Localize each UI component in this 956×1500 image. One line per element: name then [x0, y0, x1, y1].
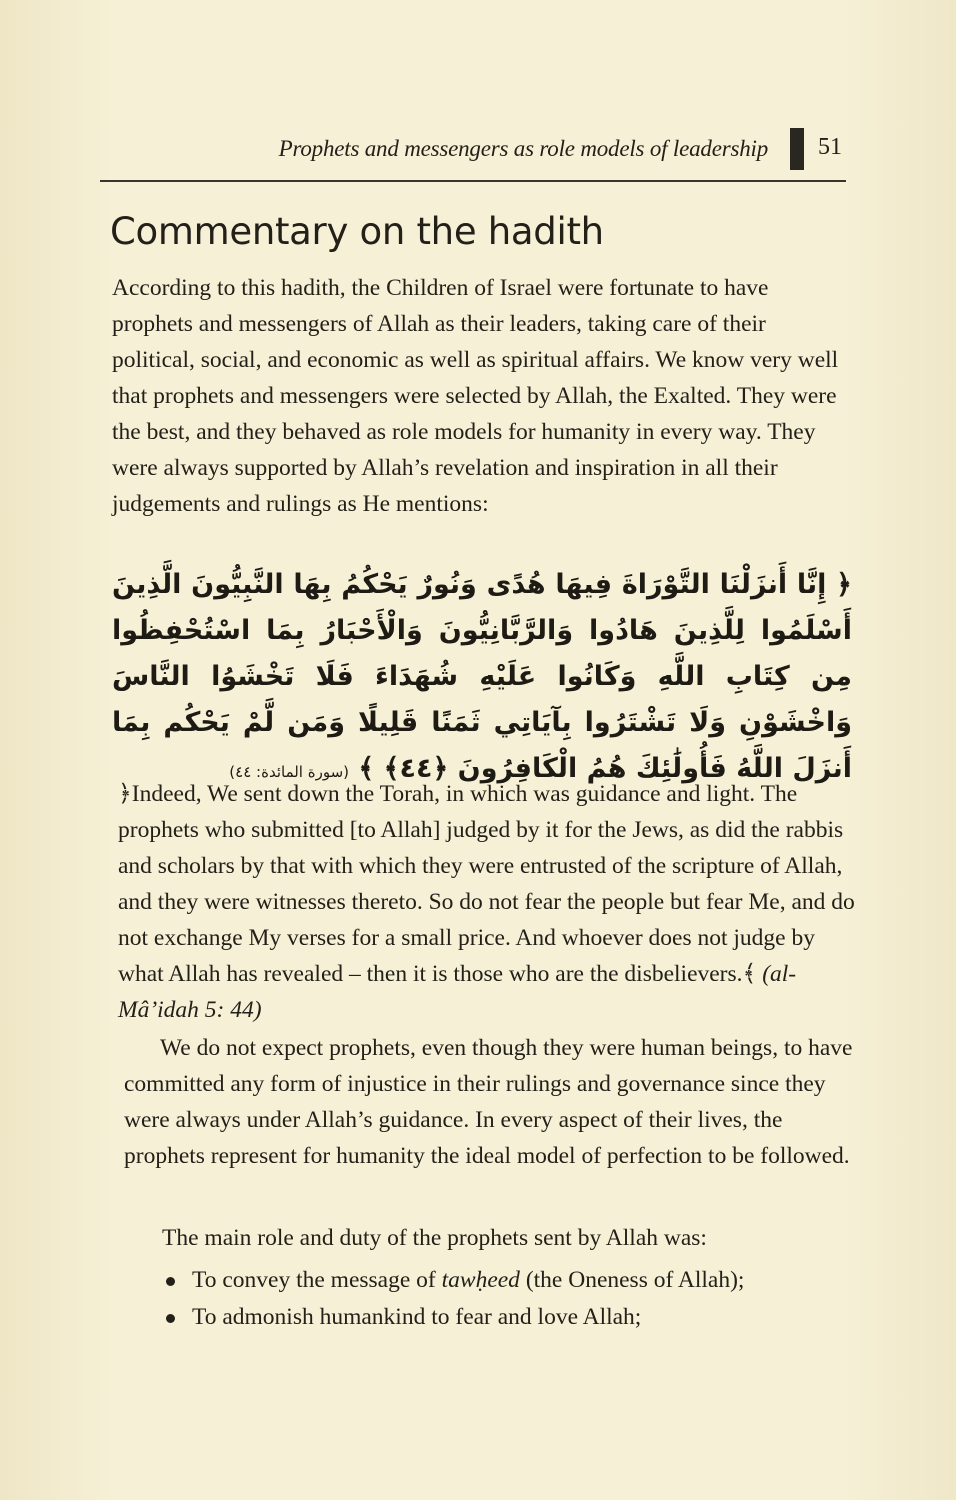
page-header	[100, 128, 846, 180]
list-item	[162, 1262, 852, 1299]
bullet-icon	[166, 1277, 175, 1286]
header-rule	[100, 180, 846, 182]
section-title: Commentary on the hadith	[110, 210, 604, 253]
list-item	[162, 1299, 852, 1336]
running-head: Prophets and messengers as role models of leadership	[278, 136, 768, 161]
arabic-reference: (سورة المائدة: ٤٤)	[229, 763, 350, 781]
duties-list	[162, 1262, 852, 1336]
list-item-text-before: To admonish humankind to fear and love Allah;	[192, 1304, 642, 1330]
quran-verse-arabic	[112, 562, 852, 795]
arabic-text: ﴿ إِنَّا أَنزَلْنَا التَّوْرَاةَ فِيهَا هُدًى وَنُورٌ يَحْكُمُ بِهَا النَّبِيُّونَ الَّذِينَ أَسْلَمُوا لِلَّذِينَ هَادُوا وَالرَّبَّانِيُّونَ وَالْأَحْبَارُ بِمَا اسْتُحْفِظُوا مِن كِتَابِ اللَّهِ وَكَانُوا عَلَيْهِ شُهَدَاءَ فَلَا تَخْشَوُا النَّاسَ وَاخْشَوْنِ وَلَا تَشْتَرُوا بِآيَاتِي ثَمَنًا قَلِيلًا وَمَن لَّمْ يَحْكُم بِمَا أَنزَلَ اللَّهُ فَأُولَٰئِكَ هُمُ الْكَافِرُونَ ﴿٤٤﴾ ﴾	[112, 569, 852, 784]
verse-translation	[118, 776, 856, 1028]
paragraph-prophets-justice: We do not expect prophets, even though they were human beings, to have committed any form of injustice in their rulings and governance since they were always under Allah’s guidance. In every aspect of their lives, the prophets represent for humanity the ideal model of perfection to be followed.	[124, 1035, 853, 1169]
verse-citation: (al-Mâ’idah 5: 44)	[118, 961, 797, 1023]
list-item-emphasis: tawḥeed	[441, 1267, 520, 1293]
list-item-text-before: To convey the message of	[192, 1267, 442, 1293]
bullet-icon	[166, 1314, 175, 1323]
list-item-text-after: (the Oneness of Allah);	[519, 1267, 745, 1293]
paragraph-role-intro: The main role and duty of the prophets sent by Allah was:	[162, 1225, 707, 1251]
translation-text: ﴿Indeed, We sent down the Torah, in which was guidance and light. The prophets who submitted [to Allah] judged by it for the Jews, as did the rabbis and scholars by that with which they were entrusted of the scripture of Allah, and they were witnesses thereto. So do not fear the people but fear Me, and do not exchange My verses for a small price. And whoever does not judge by what Allah has revealed – then it is those who are the disbelievers.﴾	[118, 781, 855, 987]
paragraph-intro: According to this hadith, the Children of Israel were fortunate to have prophets and messengers of Allah as their leaders, taking care of their political, social, and economic as well as spiritual affairs. We know very well that prophets and messengers were selected by Allah, the Exalted. They were the best, and they behaved as role models for humanity in every way. They were always supported by Allah’s revelation and inspiration in all their judgements and rulings as He mentions:	[112, 275, 839, 517]
header-bar-mark	[790, 128, 804, 170]
page-number: 51	[818, 134, 842, 160]
